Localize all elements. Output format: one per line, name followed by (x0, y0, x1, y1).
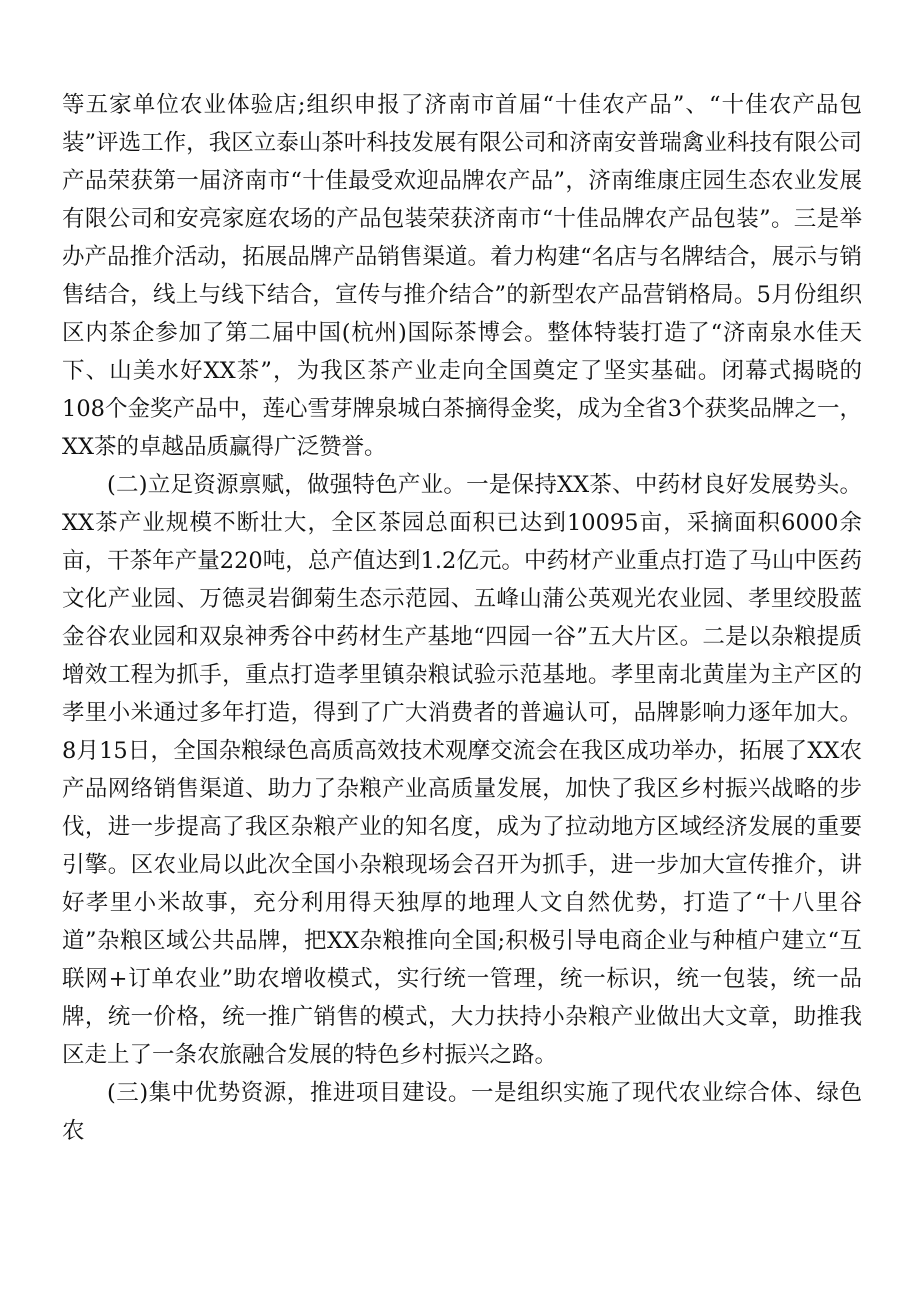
paragraph-specialty-industry: (二)立足资源禀赋，做强特色产业。一是保持XX茶、中药材良好发展势头。XX茶产业规模不断壮大，全区茶园总面积已达到10095亩，采摘面积6000余亩，干茶年产量220吨，总产值达到1.2亿元。中药材产业重点打造了马山中医药文化产业园、万德灵岩御菊生态示范园、五峰山蒲公英观光农业园、孝里绞股蓝金谷农业园和双泉神秀谷中药材生产基地“四园一谷”五大片区。二是以杂粮提质增效工程为抓手，重点打造孝里镇杂粮试验示范基地。孝里南北黄崖为主产区的孝里小米通过多年打造，得到了广大消费者的普遍认可，品牌影响力逐年加大。8月15日，全国杂粮绿色高质高效技术观摩交流会在我区成功举办，拓展了XX农产品网络销售渠道、助力了杂粮产业高质量发展，加快了我区乡村振兴战略的步伐，进一步提高了我区杂粮产业的知名度，成为了拉动地方区域经济发展的重要引擎。区农业局以此次全国小杂粮现场会召开为抓手，进一步加大宣传推介，讲好孝里小米故事，充分利用得天独厚的地理人文自然优势，打造了“十八里谷道”杂粮区域公共品牌，把XX杂粮推向全国;积极引导电商企业与种植户建立“互联网+订单农业”助农增收模式，实行统一管理，统一标识，统一包装，统一品牌，统一价格，统一推广销售的模式，大力扶持小杂粮产业做出大文章，助推我区走上了一条农旅融合发展的特色乡村振兴之路。 (62, 472, 862, 1068)
document-page (62, 86, 862, 1150)
paragraph-project-construction: (三)集中优势资源，推进项目建设。一是组织实施了现代农业综合体、绿色农 (62, 1080, 862, 1144)
paragraph-brand-promotion: 等五家单位农业体验店;组织申报了济南市首届“十佳农产品”、“十佳农产品包装”评选工作，我区立泰山茶叶科技发展有限公司和济南安普瑞禽业科技有限公司产品荣获第一届济南市“十佳最受欢迎品牌农产品”，济南维康庄园生态农业发展有限公司和安亮家庭农场的产品包装荣获济南市“十佳品牌农产品包装”。三是举办产品推介活动，拓展品牌产品销售渠道。着力构建“名店与名牌结合，展示与销售结合，线上与线下结合，宣传与推介结合”的新型农产品营销格局。5月份组织区内茶企参加了第二届中国(杭州)国际茶博会。整体特装打造了“济南泉水佳天下、山美水好XX茶”，为我区茶产业走向全国奠定了坚实基础。闭幕式揭晓的108个金奖产品中，莲心雪芽牌泉城白茶摘得金奖，成为全省3个获奖品牌之一，XX茶的卓越品质赢得广泛赞誉。 (62, 92, 862, 460)
